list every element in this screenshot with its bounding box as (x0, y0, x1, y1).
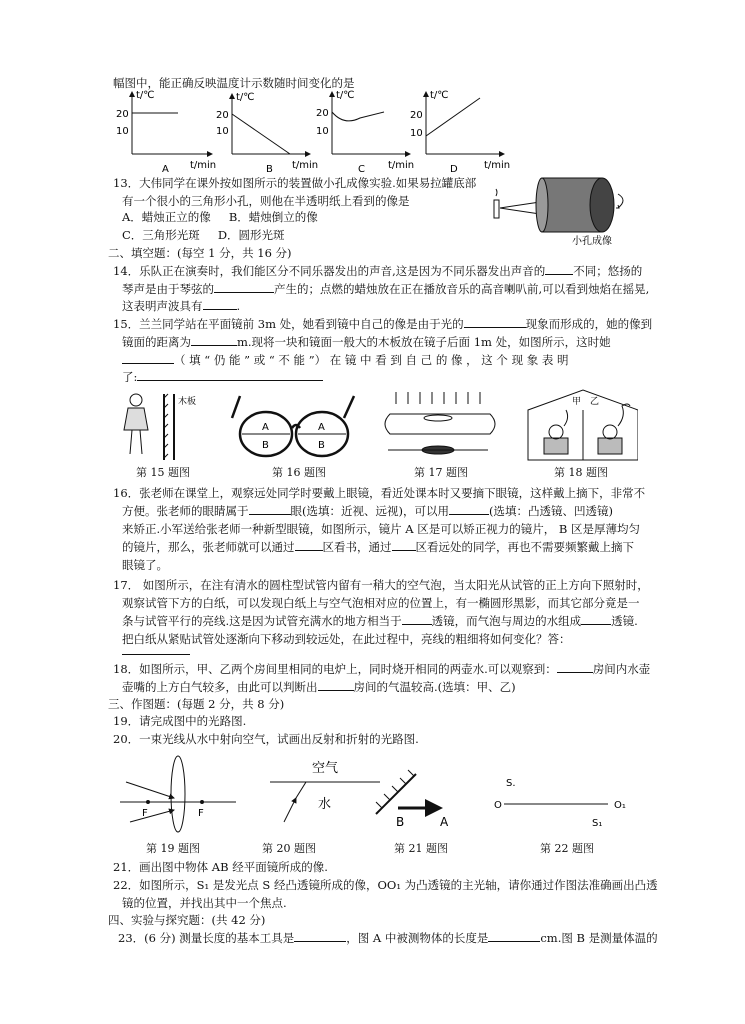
fig20-caption: 第 20 题图 (262, 842, 316, 855)
q14-blank-2[interactable] (214, 280, 274, 293)
q16-text-4b: 区看书，通过 (322, 540, 392, 554)
q16-text-4a: 的镜片，那么，张老师就可以通过 (122, 540, 295, 554)
fig18-jia: 甲 (572, 397, 582, 407)
q15-line2 (122, 333, 611, 351)
graph-a-xunit: t/min (190, 160, 217, 171)
q17-line3 (122, 612, 638, 630)
q15-text-4: 了: (122, 370, 138, 384)
fig16-lens-b-right: B (318, 440, 325, 451)
temperature-graphs (112, 88, 532, 174)
fig15-caption: 第 15 题图 (136, 466, 190, 479)
fig16-lens-a-right: A (318, 422, 325, 433)
q17-blank-1[interactable] (402, 612, 432, 625)
q18-blank-2[interactable] (318, 678, 354, 691)
q16-line4 (122, 538, 634, 556)
fig21-point-b: B (396, 815, 405, 829)
graph-c-xunit: t/min (388, 160, 415, 171)
section2-heading: 二、填空题：(每空 1 分，共 16 分) (108, 246, 292, 260)
q14-line1 (113, 262, 642, 280)
q15-line4 (122, 368, 323, 386)
fig17-caption: 第 17 题图 (414, 466, 468, 479)
q18-text-2b: 房间的气温较高.(选填：甲、乙) (353, 680, 516, 694)
q16-blank-4[interactable] (392, 538, 416, 551)
q17-line2: 观察试管下方的白纸，可以发现白纸上与空气泡相对应的位置上，有一椭圆形黑影，而其它部分竟是一 (122, 596, 640, 610)
q13-option-c: C．三角形光斑 (122, 228, 200, 242)
q13-option-b: B．蜡烛倒立的像 (228, 210, 318, 224)
q15-text-2a: 镜面的距离为 (122, 335, 191, 349)
fig22-caption: 第 22 题图 (540, 842, 594, 855)
fig20-air-label: 空气 (312, 761, 339, 776)
q23-line1 (118, 929, 658, 947)
q14-blank-3[interactable] (203, 297, 237, 310)
q17-line1: 17． 如图所示，在注有清水的圆柱型试管内留有一稍大的空气泡，当太阳光从试管的正上方向下照射时， (113, 578, 649, 592)
pinhole-caption: 小孔成像 (572, 236, 612, 247)
graph-a-label: A (162, 164, 169, 174)
graph-d (426, 92, 504, 154)
q22-line1: 22．如图所示，S₁ 是发光点 S 经凸透镜所成的像，OO₁ 为凸透镜的主光轴，请你通过作图法准确画出凸透 (113, 878, 658, 892)
q16-blank-3[interactable] (295, 538, 323, 551)
graph-d-xunit: t/min (484, 160, 511, 171)
q14-text-1b: 不同；悠扬的 (573, 264, 643, 278)
q15-text-2b: m.现将一块和镜面一般大的木板放在镜子后面 1m 处，如图所示，这时她 (237, 335, 611, 349)
graph-a-20: 20 (116, 109, 129, 120)
q17-blank-2[interactable] (581, 612, 611, 625)
fig19-f-right: F (198, 808, 204, 819)
q16-line3: 来矫正.小军送给张老师一种新型眼镜，如图所示，镜片 A 区是可以矫正视力的镜片， B 区是厚薄均匀 (122, 522, 641, 536)
q17-text-3b: 透镜，而气泡与周边的水组成 (431, 614, 582, 628)
fig21-caption: 第 21 题图 (394, 842, 448, 855)
q13-option-d: D．圆形光斑 (217, 228, 285, 242)
fig19-caption: 第 19 题图 (146, 842, 200, 855)
q23-blank-1[interactable] (294, 929, 346, 942)
fig19-lens (120, 756, 236, 832)
q15-text-3: （ 填 “ 仍 能 ” 或 “ 不 能 ”） 在 镜 中 看 到 自 己 的 像 ， 这 个 现 象 表 明 (174, 353, 569, 367)
q16-text-4c: 区看远处的同学，再也不需要频繁戴上摘下 (415, 540, 634, 554)
q13-option-a: A．蜡烛正立的像 (122, 210, 211, 224)
fig18-yi: 乙 (590, 397, 600, 407)
q21-text: 21．画出图中物体 AB 经平面镜所成的像. (113, 860, 328, 874)
q16-blank-1[interactable] (249, 502, 291, 515)
q15-blank-4[interactable] (137, 368, 323, 381)
q15-blank-1[interactable] (464, 315, 526, 328)
graph-c-10: 10 (316, 126, 329, 137)
graph-c-20: 20 (316, 108, 329, 119)
graph-d-10: 10 (410, 128, 423, 139)
figures-row-2 (110, 752, 640, 838)
fig21-mirror (376, 770, 440, 814)
q19-text: 19．请完成图中的光路图. (113, 714, 247, 728)
q13-line1: 13．大伟同学在课外按如图所示的装置做小孔成像实验.如果易拉罐底部 (113, 176, 477, 190)
graph-d-20: 20 (410, 110, 423, 121)
fig16-lens-b-left: B (262, 440, 269, 451)
q18-text-2a: 壶嘴的上方白气较多，由此可以判断出 (122, 680, 318, 694)
q22-line2: 镜的位置，并找出其中一个焦点. (122, 896, 287, 910)
q16-text-2c: (选填：凸透镜、凹透镜) (488, 504, 613, 518)
fig17-test-tube (385, 392, 495, 454)
figures-row-1 (118, 388, 638, 464)
fig18-rooms (528, 390, 638, 460)
q20-text: 20．一束光线从水中射向空气，试画出反射和折射的光路图. (113, 732, 419, 746)
fig19-f-left: F (142, 808, 148, 819)
q12-tail: 幅图中，能正确反映温度计示数随时间变化的是 (113, 76, 355, 90)
fig15-drawing (124, 394, 174, 460)
q16-line2 (122, 502, 613, 520)
q18-text-1a: 18．如图所示，甲、乙两个房间里相同的电炉上，同时烧开相同的两壶水.可以观察到： (113, 662, 557, 676)
fig16-caption: 第 16 题图 (272, 466, 326, 479)
q14-text-3b: . (236, 299, 241, 313)
section4-heading: 四、实验与探究题：(共 42 分) (108, 913, 266, 927)
q15-blank-3[interactable] (122, 351, 174, 364)
q17-line4: 把白纸从紧贴试管处逐渐向下移动到较远处，在此过程中，亮线的粗细将如何变化？答： (122, 632, 571, 646)
q14-line3 (122, 297, 240, 315)
q23-text-b: ，图 A 中被测物体的长度是 (346, 931, 489, 945)
q15-text-1b: 现象而形成的，她的像到 (525, 317, 653, 331)
fig15-board-label: 木板 (178, 397, 197, 407)
graph-d-label: D (450, 164, 458, 174)
q23-text-c: cm.图 B 是测量体温的 (540, 931, 658, 945)
q13-options-cd (122, 226, 285, 244)
q14-text-3a: 这表明声波具有 (122, 299, 203, 313)
fig18-caption: 第 18 题图 (554, 466, 608, 479)
graph-d-yunit: t/℃ (430, 90, 449, 101)
pinhole-camera-figure (488, 172, 638, 248)
q16-text-2a: 方便。张老师的眼睛属于 (122, 504, 249, 518)
graph-b-xunit: t/min (292, 160, 319, 171)
graph-c-label: C (358, 164, 365, 174)
graph-b-10: 10 (216, 126, 229, 137)
q18-blank-1[interactable] (557, 660, 593, 673)
q23-blank-2[interactable] (488, 929, 540, 942)
q18-line1 (113, 660, 650, 678)
fig16-glasses (232, 396, 354, 456)
q14-text-2b: 产生的；点燃的蜡烛放在正在播放音乐的高音喇叭前,可以看到烛焰在摇晃, (274, 282, 650, 296)
q16-line1: 16．张老师在课堂上，观察远处同学时要戴上眼镜，看近处课本时又要摘下眼镜，这样戴上摘下，非常不 (113, 486, 646, 500)
q17-text-3a: 条与试管平行的亮线.这是因为试管充满水的地方相当于 (122, 614, 402, 628)
graph-b-label: B (266, 164, 273, 174)
q14-line2 (122, 280, 649, 298)
q18-text-1b: 房间内水壶 (592, 662, 651, 676)
q13-line2: 有一个很小的三角形小孔，则他在半透明纸上看到的像是 (122, 194, 410, 208)
section3-heading: 三、作图题：(每题 2 分，共 8 分) (108, 697, 285, 711)
q16-text-2b: 眼(选填：近视、远视)，可以用 (290, 504, 449, 518)
fig22-point-s1: S₁ (592, 818, 603, 829)
q23-text-a: 23．(6 分) 测量长度的基本工具是 (118, 931, 295, 945)
q15-line3 (122, 351, 569, 369)
fig22-point-s: S. (506, 778, 516, 789)
q15-text-1a: 15．兰兰同学站在平面镜前 3m 处，她看到镜中自己的像是由于光的 (113, 317, 464, 331)
graph-c (332, 92, 410, 154)
fig21-point-a: A (440, 815, 449, 829)
graph-a-yunit: t/℃ (136, 90, 155, 101)
graph-a-10: 10 (116, 126, 129, 137)
q14-blank-1[interactable] (545, 262, 573, 275)
q14-text-1a: 14．乐队正在演奏时，我们能区分不同乐器发出的声音,这是因为不同乐器发出声音的 (113, 264, 546, 278)
graph-b-yunit: t/℃ (236, 92, 255, 103)
q15-line1 (113, 315, 652, 333)
fig20-water-label: 水 (318, 797, 332, 812)
fig22-point-o: O (494, 800, 502, 811)
fig22-point-o1: O₁ (614, 800, 626, 811)
graph-b (232, 94, 310, 154)
q17-text-3c: 透镜. (611, 614, 638, 628)
q13-options-ab (122, 208, 318, 226)
graph-c-yunit: t/℃ (336, 90, 355, 101)
q18-line2 (122, 678, 516, 696)
graph-b-20: 20 (216, 110, 229, 121)
q15-blank-2[interactable] (191, 333, 237, 346)
graph-a (132, 92, 212, 154)
q14-text-2a: 琴声是由于琴弦的 (122, 282, 214, 296)
fig16-lens-a-left: A (262, 422, 269, 433)
q16-blank-2[interactable] (449, 502, 489, 515)
q16-line5: 眼镜了。 (122, 558, 168, 572)
q17-answer-blank[interactable] (122, 654, 190, 655)
